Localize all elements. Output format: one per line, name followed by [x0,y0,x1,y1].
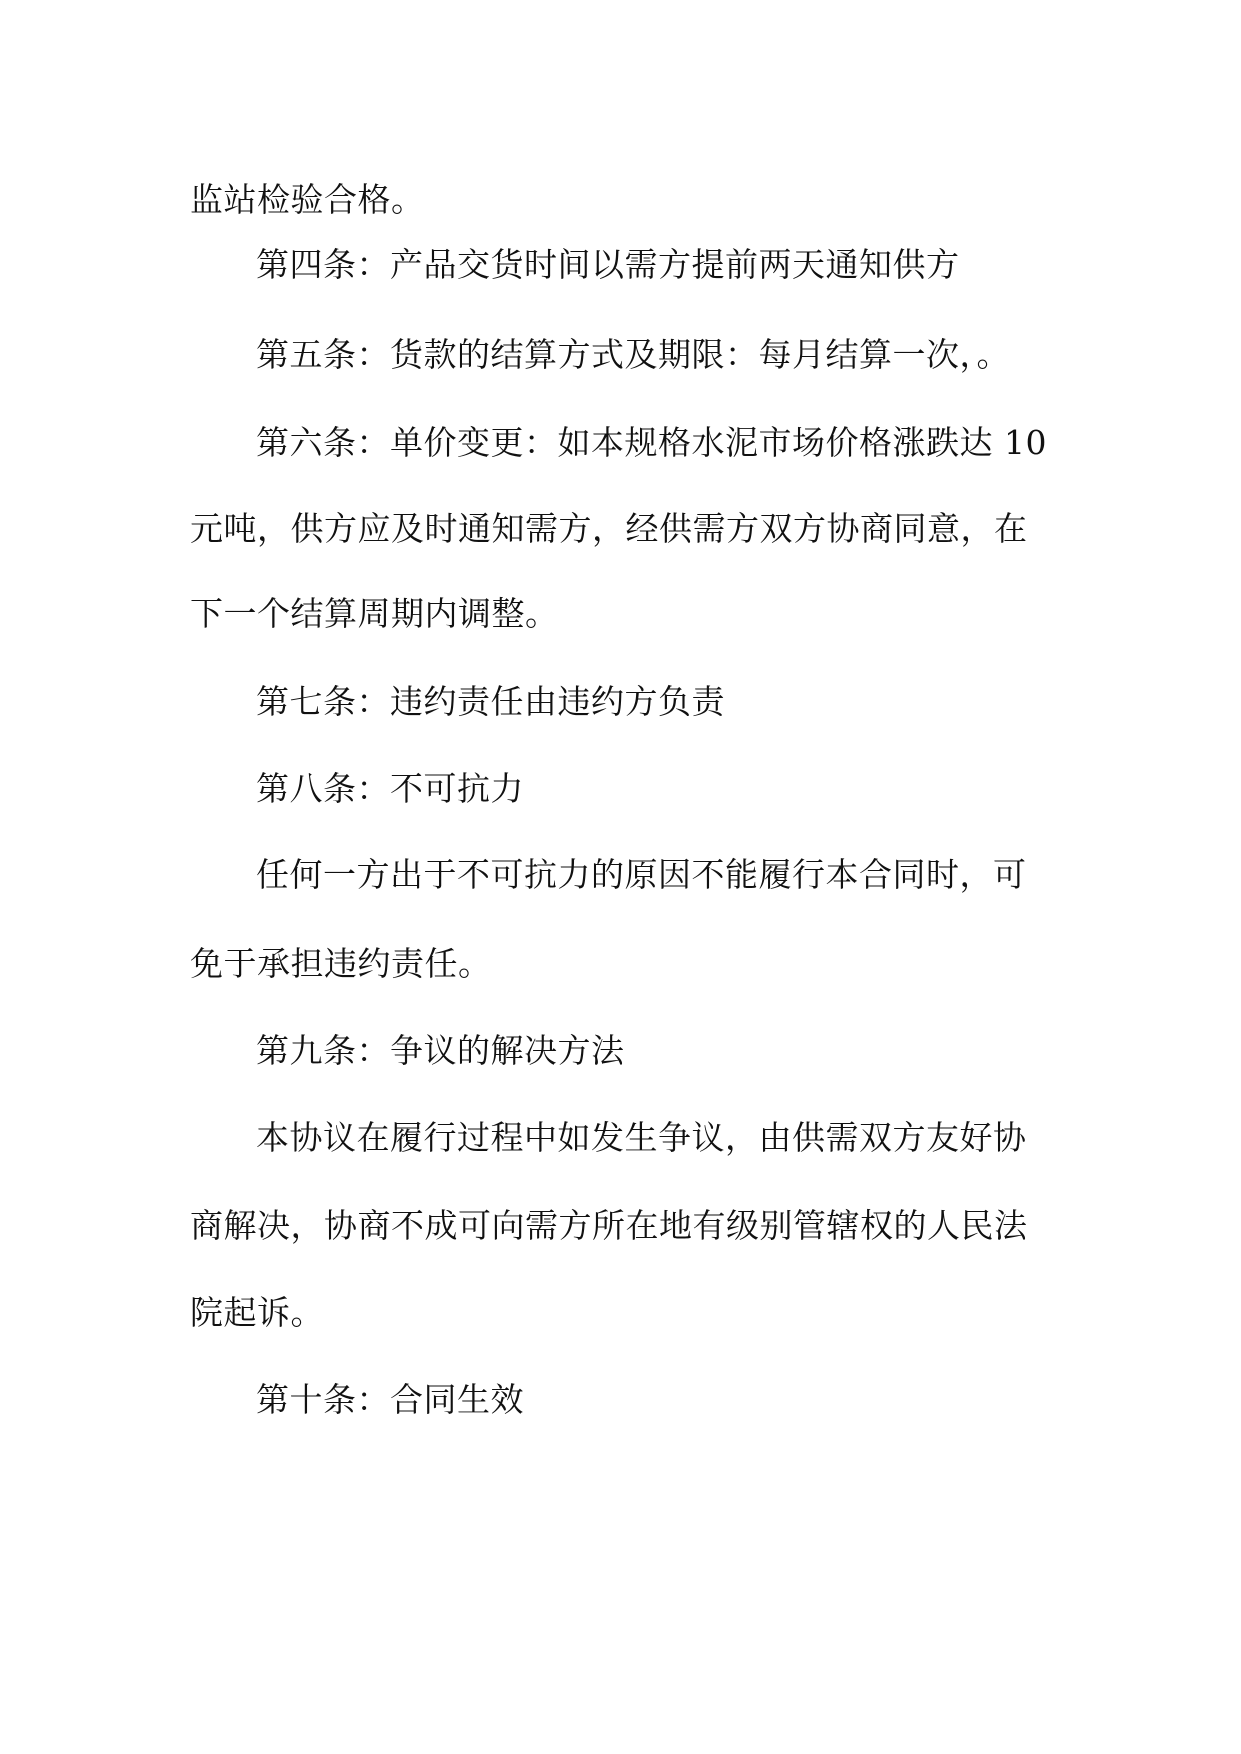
text-line: 免于承担违约责任。 [190,944,492,983]
clause-9-heading: 第九条：争议的解决方法 [256,1031,625,1070]
text-line: 院起诉。 [190,1293,324,1332]
clause-5-heading: 第五条：货款的结算方式及期限：每月结算一次，。 [256,335,1010,374]
clause-8-heading: 第八条：不可抗力 [256,769,524,808]
clause-10-heading: 第十条：合同生效 [256,1380,524,1419]
paragraph-line: 任何一方出于不可抗力的原因不能履行本合同时，可 [256,855,1027,894]
text-line: 元吨，供方应及时通知需方，经供需方双方协商同意，在 [190,509,1028,548]
text-line: 监站检验合格。 [190,180,425,219]
clause-4-heading: 第四条：产品交货时间以需方提前两天通知供方 [256,245,960,284]
text-line: 商解决，协商不成可向需方所在地有级别管辖权的人民法 [190,1206,1028,1245]
clause-6-heading: 第六条：单价变更：如本规格水泥市场价格涨跌达 10 [256,423,1047,462]
clause-7-heading: 第七条：违约责任由违约方负责 [256,682,725,721]
paragraph-line: 本协议在履行过程中如发生争议，由供需双方友好协 [256,1118,1027,1157]
text-line: 下一个结算周期内调整。 [190,594,559,633]
